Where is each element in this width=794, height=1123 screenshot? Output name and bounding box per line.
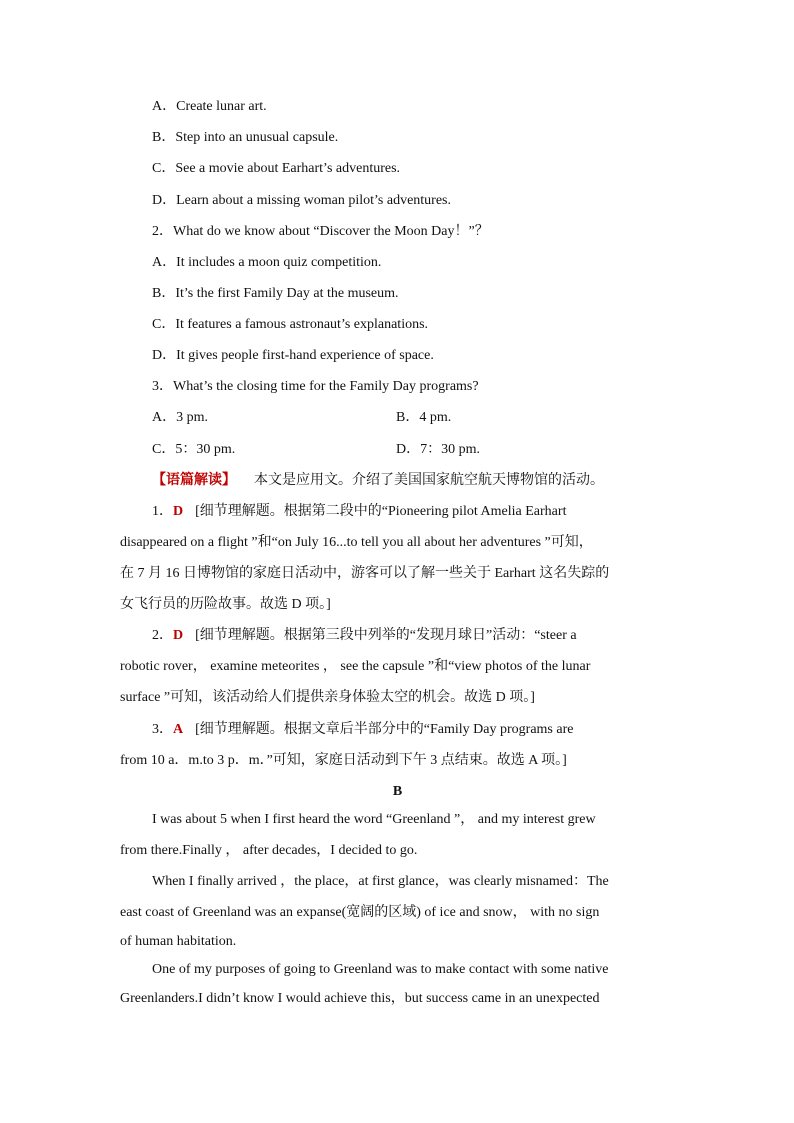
explanation-3-text-1: [细节理解题。根据文章后半部分中的“Family Day programs are xyxy=(195,722,574,737)
explanation-1-line-1 xyxy=(152,502,707,522)
passage-line-3: When I finally arrived ，the place，at first glance，was clearly misnamed：The xyxy=(152,874,609,889)
explanation-3-line-2: from 10 a．m.to 3 p．m．”可知，家庭日活动到下午 3 点结束。故选 A 项。] xyxy=(120,753,567,768)
explanation-3-line-1 xyxy=(152,720,707,740)
q2-option-b: B．It’s the first Family Day at the museum. xyxy=(152,286,399,301)
passage-line-5: of human habitation. xyxy=(120,934,237,949)
q1-option-d: D．Learn about a missing woman pilot’s adventures. xyxy=(152,193,451,208)
q2-option-d: D．It gives people first-hand experience of space. xyxy=(152,348,434,363)
explanation-1-num: 1． xyxy=(152,504,173,519)
explanation-2-line-1 xyxy=(152,626,707,646)
q3-option-d: D．7：30 pm. xyxy=(396,442,480,457)
q3-stem: 3．What’s the closing time for the Family Day programs? xyxy=(152,379,479,394)
analysis-tag: 【语篇解读】 xyxy=(152,473,236,488)
passage-line-4: east coast of Greenland was an expanse(宽阔的区域) of ice and snow， with no sign xyxy=(120,905,600,920)
explanation-1-text-1: [细节理解题。根据第二段中的“Pioneering pilot Amelia Earhart xyxy=(195,504,567,519)
q2-option-c: C．It features a famous astronaut’s explanations. xyxy=(152,317,429,332)
q2-option-a: A．It includes a moon quiz competition. xyxy=(152,255,382,270)
explanation-2-text-1: [细节理解题。根据第三段中列举的“发现月球日”活动：“steer a xyxy=(195,628,577,643)
explanation-1-answer: D xyxy=(173,504,184,519)
q3-option-a: A．3 pm. xyxy=(152,410,208,425)
explanation-3-num: 3． xyxy=(152,722,173,737)
explanation-2-line-3: surface ”可知，该活动给人们提供亲身体验太空的机会。故选 D 项。] xyxy=(120,690,535,705)
passage-line-6: One of my purposes of going to Greenland was to make contact with some native xyxy=(152,962,609,977)
passage-line-2: from there.Finally ， after decades，I decided to go. xyxy=(120,843,418,858)
explanation-1-line-2: disappeared on a flight ”和“on July 16...to tell you all about her adventures ”可知， xyxy=(120,535,593,550)
explanation-2-line-2: robotic rover， examine meteorites ， see the capsule ”和“view photos of the lunar xyxy=(120,659,591,674)
q2-stem: 2．What do we know about “Discover the Moon Day！”？ xyxy=(152,224,489,239)
explanation-2-answer: D xyxy=(173,628,184,643)
q1-option-b: B．Step into an unusual capsule. xyxy=(152,130,339,145)
passage-line-1: I was about 5 when I first heard the word “Greenland ”， and my interest grew xyxy=(152,812,596,827)
q3-option-c: C．5：30 pm. xyxy=(152,442,236,457)
analysis-line xyxy=(152,471,707,491)
explanation-1-line-3: 在 7 月 16 日博物馆的家庭日活动中，游客可以了解一些关于 Earhart 这名失踪的 xyxy=(120,566,610,581)
analysis-text: 本文是应用文。介绍了美国国家航空航天博物馆的活动。 xyxy=(254,473,604,488)
section-title: B xyxy=(392,784,403,799)
explanation-2-num: 2． xyxy=(152,628,173,643)
passage-line-7: Greenlanders.I didn’t know I would achieve this，but success came in an unexpected xyxy=(120,991,600,1006)
q1-option-a: A．Create lunar art. xyxy=(152,99,267,114)
q1-option-c: C．See a movie about Earhart’s adventures. xyxy=(152,161,401,176)
q3-option-b: B．4 pm. xyxy=(396,410,452,425)
explanation-1-line-4: 女飞行员的历险故事。故选 D 项。] xyxy=(120,597,331,612)
explanation-3-answer: A xyxy=(173,722,184,737)
